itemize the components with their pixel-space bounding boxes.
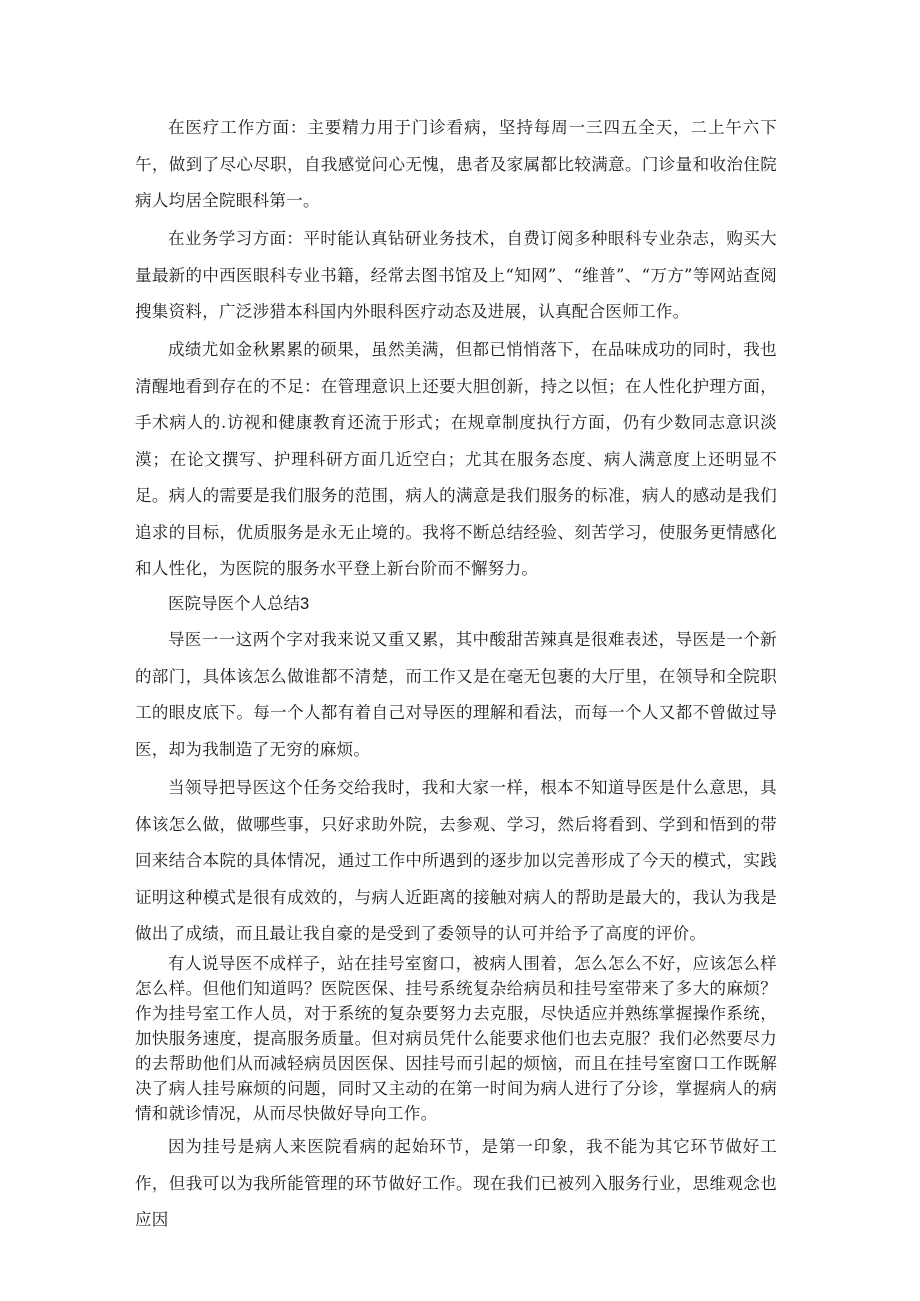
paragraph-achievements: 成绩尤如金秋累累的硕果，虽然美满，但都已悄悄落下，在品味成功的同时，我也清醒地看到存在的不足：在管理意识上还要大胆创新，持之以恒；在人性化护理方面，手术病人的.访视和健康教育还流于形式；在规章制度执行方面，仍有少数同志意识淡漠；在论文撰写、护理科研方面几近空白；尤其在服务态度、病人满意度上还明显不足。病人的需要是我们服务的范围，病人的满意是我们服务的标准，病人的感动是我们追求的目标，优质服务是永无止境的。我将不断总结经验、刻苦学习，使服务更情感化和人性化，为医院的服务水平登上新台阶而不懈努力。	[135, 340, 777, 578]
paragraph-first-impression: 因为挂号是病人来医院看病的起始环节，是第一印象，我不能为其它环节做好工作，但我可以为我所能管理的环节做好工作。现在我们已被列入服务行业，思维观念也应因	[135, 1137, 777, 1229]
paragraph-guide-intro: 导医一一这两个字对我来说又重又累，其中酸甜苦辣真是很难表述，导医是一个新的部门，具体该怎么做谁都不清楚，而工作又是在毫无包裹的大厅里，在领导和全院职工的眼皮底下。每一个人都有着自己对导医的理解和看法，而每一个人又都不曾做过导医，却为我制造了无穷的麻烦。	[135, 630, 777, 759]
paragraph-guide-task: 当领导把导医这个任务交给我时，我和大家一样，根本不知道导医是什么意思，具体该怎么做，做哪些事，只好求助外院，去参观、学习，然后将看到、学到和悟到的带回来结合本院的具体情况，通过工作中所遇到的逐步加以完善形成了今天的模式，实践证明这种模式是很有成效的，与病人近距离的接触对病人的帮助是最大的，我认为我是做出了成绩，而且最让我自豪的是受到了委领导的认可并给予了高度的评价。	[135, 778, 777, 943]
section-heading: 医院导医个人总结3	[168, 595, 310, 613]
paragraph-medical-work: 在医疗工作方面：主要精力用于门诊看病，坚持每周一三四五全天，二上午六下午，做到了尽心尽职，自我感觉问心无愧，患者及家属都比较满意。门诊量和收治住院病人均居全院眼科第一。	[135, 118, 777, 210]
paragraph-registration-window: 有人说导医不成样子，站在挂号室窗口，被病人围着，怎么怎么不好，应该怎么样怎么样。但他们知道吗？医院医保、挂号系统复杂给病员和挂号室带来了多大的麻烦？作为挂号室工作人员，对于系统的复杂要努力去克服，尽快适应并熟练掌握操作系统，加快服务速度，提高服务质量。但对病员凭什么能要求他们也去克服？我们必然要尽力的去帮助他们从而减轻病员因医保、因挂号而引起的烦恼，而且在挂号室窗口工作既解决了病人挂号麻烦的问题，同时又主动的在第一时间为病人进行了分诊，掌握病人的病情和就诊情况，从而尽快做好导向工作。	[135, 954, 777, 1123]
paragraph-study: 在业务学习方面：平时能认真钻研业务技术，自费订阅多种眼科专业杂志，购买大量最新的中西医眼科专业书籍，经常去图书馆及上“知网”、“维普”、“万方”等网站查阅搜集资料，广泛涉猎本科国内外眼科医疗动态及进展，认真配合医师工作。	[135, 229, 777, 321]
